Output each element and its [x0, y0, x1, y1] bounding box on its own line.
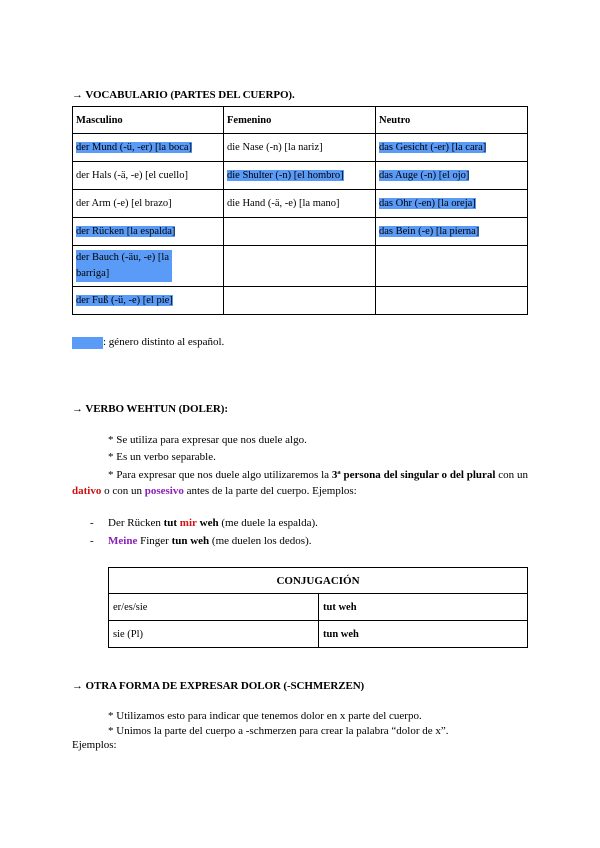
vocab-cell [376, 190, 528, 218]
vocab-cell [73, 218, 224, 246]
vocab-cell [73, 134, 224, 162]
vocab-cell [73, 287, 224, 315]
header-masculino: Masculino [73, 107, 224, 134]
text-span-bold: tut [163, 517, 178, 529]
verbo-section-title: → VERBO WEHTUN (DOLER): [72, 403, 228, 415]
cell-text: der Rücken [la espalda] [76, 226, 176, 237]
vocab-cell [376, 287, 528, 315]
text-span: (me duele la espalda). [218, 517, 318, 529]
text-span: antes de la parte del cuerpo. Ejemplos: [183, 485, 357, 497]
vocab-section-title: → VOCABULARIO (PARTES DEL CUERPO). [72, 89, 295, 101]
legend-text: : género distinto al español. [103, 336, 225, 348]
otra-bullet-2: * Unimos la parte del cuerpo a -schmerzen para crear la palabra “dolor de x”. [108, 725, 449, 737]
cell-text: der Mund (-ü, -er) [la boca] [76, 142, 193, 153]
vocab-cell [224, 134, 376, 162]
ejemplos-label: Ejemplos: [72, 739, 117, 751]
vocab-row [73, 162, 528, 190]
vocab-cell [376, 134, 528, 162]
cell-text: das Auge (-n) [el ojo] [379, 170, 470, 181]
text-span-bold: tun weh [171, 535, 210, 547]
vocab-row [73, 246, 528, 287]
vocab-cell [224, 162, 376, 190]
cell-text: die Hand (-ä, -e) [la mano] [227, 198, 340, 209]
otra-bullet-1: * Utilizamos esto para indicar que tenemos dolor en x parte del cuerpo. [108, 710, 422, 722]
conj-row [109, 621, 528, 648]
cell-text: der Arm (-e) [el brazo] [76, 198, 172, 209]
header-femenino: Femenino [224, 107, 376, 134]
vocab-cell [73, 162, 224, 190]
conjugation-table [108, 567, 528, 648]
verbo-bullet-2: * Es un verbo separable. [108, 451, 216, 463]
vocab-row [73, 134, 528, 162]
posesivo-example: Meine [108, 535, 138, 547]
vocab-cell [73, 190, 224, 218]
vocab-cell [376, 218, 528, 246]
example-1 [108, 517, 318, 529]
verbo-bullet-3 [72, 467, 528, 499]
cell-text: das Bein (-e) [la pierna] [379, 226, 480, 237]
dativo-example: mir [179, 517, 197, 529]
conj-form: tut weh [319, 594, 528, 621]
conj-pronoun: er/es/sie [109, 594, 319, 621]
cell-text: die Shulter (-n) [el hombro] [227, 170, 344, 181]
text-span: con un [495, 469, 528, 481]
conj-row [109, 594, 528, 621]
text-span: Finger [137, 535, 172, 547]
vocab-cell [73, 246, 224, 287]
cell-text: die Nase (-n) [la nariz] [227, 142, 323, 153]
otra-section-title: → OTRA FORMA DE EXPRESAR DOLOR (-SCHMERZEN) [72, 680, 365, 692]
cell-text: das Gesicht (-er) [la cara] [379, 142, 487, 153]
list-dash: - [90, 517, 94, 529]
list-dash: - [90, 535, 94, 547]
vocab-cell [376, 162, 528, 190]
vocab-cell [376, 246, 528, 287]
vocab-cell [224, 246, 376, 287]
vocab-row [73, 218, 528, 246]
dativo-word: dativo [72, 485, 102, 497]
text-span-bold: 3ª persona del singular o del plural [331, 469, 496, 481]
conj-title: CONJUGACIÓN [109, 568, 528, 594]
conj-pronoun: sie (Pl) [109, 621, 319, 648]
example-2 [108, 535, 312, 547]
text-span-bold: weh [199, 517, 219, 529]
cell-text: der Hals (-ä, -e) [el cuello] [76, 170, 188, 181]
conj-header-row [109, 568, 528, 594]
text-span: (me duelen los dedos). [209, 535, 312, 547]
cell-text: der Fuß (-ü, -e) [el pie] [76, 295, 173, 306]
posesivo-word: posesivo [144, 485, 184, 497]
vocab-cell [224, 190, 376, 218]
vocab-cell [224, 218, 376, 246]
vocab-row [73, 190, 528, 218]
text-span: * Para expresar que nos duele algo utilizaremos la [108, 469, 332, 481]
vocab-cell [224, 287, 376, 315]
vocab-row [73, 287, 528, 315]
cell-text: der Bauch (-äu, -e) [la barriga] [76, 250, 172, 282]
vocab-header-row [73, 107, 528, 134]
legend-color-swatch [72, 337, 103, 349]
cell-text: das Ohr (-en) [la oreja] [379, 198, 476, 209]
header-neutro: Neutro [376, 107, 528, 134]
verbo-bullet-1: * Se utiliza para expresar que nos duele algo. [108, 434, 307, 446]
vocab-table [72, 106, 528, 315]
text-span: Der Rücken [108, 517, 164, 529]
conj-form: tun weh [319, 621, 528, 648]
text-span: o con un [101, 485, 145, 497]
